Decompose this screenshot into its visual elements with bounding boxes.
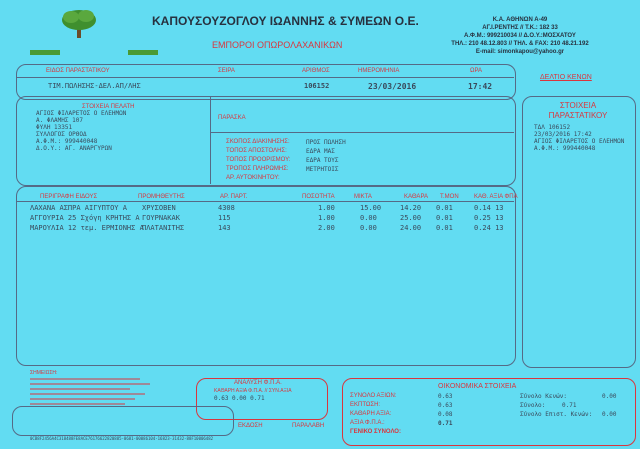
- financial-value: 0.63: [438, 402, 453, 409]
- item-description: ΛΑΧΑΝΑ ΑΣΠΡΑ ΑΙΓΥΠΤΟΥ Α: [30, 204, 127, 212]
- logo-tree: [58, 8, 100, 40]
- col-header-supplier: ΠΡΟΜΗΘΕΥΤΗΣ: [138, 194, 185, 200]
- item-quantity: 1.00: [318, 214, 335, 222]
- address-line: Α.Φ.Μ.: 999210034 // Δ.Ο.Υ.:ΜΟΣΧΑΤΟΥ: [464, 33, 576, 39]
- col-header-unit-price: Τ.ΜΟΝ: [440, 194, 459, 200]
- item-supplier: ΧΡΥΣΟΒΕΝ: [142, 204, 176, 212]
- shipping-value: ΕΔΡΑ ΤΟΥΣ: [306, 157, 339, 164]
- item-unit-price: 0.01: [436, 224, 453, 232]
- financial-value: 0.08: [438, 411, 453, 418]
- col-header-gross: ΜΙΚΤΑ: [354, 194, 372, 200]
- fiscal-code: 0CB8F2456A4C318488FE8ACE76176622820885-0681-00086104-16823-31432-88F10006482: [30, 436, 214, 441]
- financial-right-label: Σύνολο Επιστ. Κενών:: [520, 411, 593, 418]
- financial-values: [438, 392, 478, 428]
- shipping-label: ΤΡΟΠΟΣ ΠΛΗΡΩΜΗΣ:: [226, 166, 289, 172]
- financial-right-label: Σύνολο Κενών:: [520, 393, 567, 400]
- doc-time: 17:42: [468, 82, 493, 91]
- item-net-value: 0.14 13: [474, 204, 504, 212]
- financial-right-row: [520, 401, 630, 410]
- customer-title: ΣΤΟΙΧΕΙΑ ΠΕΛΑΤΗ: [82, 104, 135, 110]
- financial-right-value: 0.71: [562, 402, 577, 409]
- col-header-lot: ΑΡ. ΠΑΡΤ.: [220, 194, 248, 200]
- item-quantity: 2.00: [318, 224, 335, 232]
- notes-label: ΣΗΜΕΙΩΣΗ:: [30, 370, 58, 376]
- customer-details: [36, 110, 126, 152]
- doc-details-line: 23/03/2016 17:42: [534, 131, 592, 138]
- shipping-value: ΜΕΤΡΗΤΟΙΣ: [306, 166, 339, 173]
- financial-right-label: Σύνολο:: [520, 402, 546, 409]
- company-address: [410, 16, 630, 56]
- financial-right: [520, 392, 630, 419]
- table-row: [30, 204, 530, 214]
- item-gross: 0.00: [360, 224, 377, 232]
- items-header: [30, 194, 530, 204]
- signature-box-left: [12, 406, 234, 436]
- item-quantity: 1.00: [318, 204, 335, 212]
- doc-details-title: ΣΤΟΙΧΕΙΑ ΠΑΡΑΣΤΑΤΙΚΟΥ: [548, 101, 608, 120]
- item-net: 25.00: [400, 214, 422, 222]
- doc-type: ΤΙΜ.ΠΩΛΗΣΗΣ-ΔΕΛ.ΑΠ/ΛΗΣ: [48, 82, 141, 90]
- customer-line: ΦΥΛΗ 13351: [36, 124, 73, 131]
- doc-details-line: ΑΓΙΟΣ ΦΙΛΑΡΕΤΟΣ Ο ΕΛΕΗΜΩΝ: [534, 138, 625, 145]
- item-unit-price: 0.01: [436, 214, 453, 222]
- company-name: ΚΑΠΟΥΣΟΥΖΟΓΛΟΥ ΙΩΑΝΝΗΣ & ΣΥΜΕΩΝ Ο.Ε.: [152, 14, 419, 28]
- logo-hedge: [30, 42, 158, 50]
- doc-details-line: ΤΔΛ 106152: [534, 124, 571, 131]
- doc-details-line: Α.Φ.Μ.: 999440048: [534, 145, 596, 152]
- issued-by-label: ΕΚΔΟΣΗ: [238, 423, 263, 429]
- item-supplier: ΠΛΑΤΑΝΙΤΗΣ: [142, 224, 185, 232]
- shipping-label: ΣΚΟΠΟΣ ΔΙΑΚΙΝΗΣΗΣ:: [226, 139, 290, 145]
- item-unit-price: 0.01: [436, 204, 453, 212]
- shipping-value: ΠΡΟΣ ΠΩΛΗΣΗ: [306, 139, 346, 146]
- vat-columns: ΚΑΘΑΡΗ ΑΞΙΑ Φ.Π.Α. // ΣΥΝ.ΑΞΙΑ: [214, 388, 292, 394]
- vat-values: 0.63 0.00 0.71: [214, 395, 265, 402]
- company-activity: ΕΜΠΟΡΟΙ ΟΠΩΡΟΛΑΧΑΝΙΚΩΝ: [212, 40, 343, 50]
- doc-number: 106152: [304, 82, 330, 90]
- financial-label: ΚΑΘΑΡΗ ΑΞΙΑ:: [350, 411, 392, 417]
- customer-line: ΣΥΛΛΟΓΟΣ ΟΡΘΟΔ: [36, 131, 87, 138]
- col-header-description: ΠΕΡΙΓΡΑΦΗ ΕΙΔΟΥΣ: [40, 194, 98, 200]
- item-lot: 4308: [218, 204, 235, 212]
- financial-label: ΣΥΝΟΛΟ ΑΞΙΩΝ:: [350, 393, 397, 399]
- vat-title: ΑΝΑΛΥΣΗ Φ.Π.Α.: [234, 380, 282, 386]
- address-line: ΑΓ.Ι.ΡΕΝΤΗΣ // Τ.Κ.: 182 33: [482, 25, 558, 31]
- financial-value: 0.71: [438, 420, 453, 427]
- label-series: ΣΕΙΡΑ: [218, 68, 235, 74]
- financial-labels: [350, 392, 430, 437]
- item-gross: 15.00: [360, 204, 382, 212]
- received-by-label: ΠΑΡΑΛΑΒΗ: [292, 423, 325, 429]
- financial-label: ΓΕΝΙΚΟ ΣΥΝΟΛΟ:: [350, 429, 401, 435]
- financial-right-value: 0.00: [602, 411, 617, 418]
- label-number: ΑΡΙΘΜΟΣ: [302, 68, 330, 74]
- financial-right-value: 0.00: [602, 393, 617, 400]
- financial-title: ΟΙΚΟΝΟΜΙΚΑ ΣΤΟΙΧΕΙΑ: [438, 383, 517, 390]
- financial-label: ΕΚΠΤΩΣΗ:: [350, 402, 381, 408]
- address-line: E-mail: simonkapou@yahoo.gr: [475, 49, 565, 55]
- item-description: ΜΑΡΟΥΛΙΑ 12 τεμ. ΕΡΜΙΟΝΗΣ Α: [30, 224, 144, 232]
- financial-value: 0.63: [438, 393, 453, 400]
- label-date: ΗΜΕΡΟΜΗΝΙΑ: [358, 68, 400, 74]
- shipping-label: ΤΟΠΟΣ ΠΡΟΟΡΙΣΜΟΥ:: [226, 157, 291, 163]
- financial-right-row: [520, 410, 630, 419]
- shipping-label: ΑΡ. ΑΥΤΟΚΙΝΗΤΟΥ:: [226, 175, 280, 181]
- col-header-net: ΚΑΘΑΡΑ: [404, 194, 428, 200]
- customer-line: ΑΓΙΟΣ ΦΙΛΑΡΕΤΟΣ Ο ΕΛΕΗΜΩΝ: [36, 110, 127, 117]
- label-time: ΩΡΑ: [470, 68, 483, 74]
- item-lot: 143: [218, 224, 231, 232]
- item-net: 14.20: [400, 204, 422, 212]
- item-net-value: 0.24 13: [474, 224, 504, 232]
- customer-line: Α.Φ.Μ.: 999440048: [36, 138, 98, 145]
- item-lot: 115: [218, 214, 231, 222]
- shipping-value: ΕΔΡΑ ΜΑΣ: [306, 148, 335, 155]
- shipping-values: [306, 138, 426, 174]
- doc-details-lines: [534, 124, 634, 152]
- notes-lines: [30, 377, 180, 409]
- table-row: [30, 224, 530, 234]
- col-header-quantity: ΠΟΣΟΤΗΤΑ: [302, 194, 335, 200]
- item-net-value: 0.25 13: [474, 214, 504, 222]
- item-description: ΑΓΓΟΥΡΙΑ 25 Σχόγη ΚΡΗΤΗΣ Α: [30, 214, 140, 222]
- item-supplier: ΓΟΥΡΝΑΚΑΚ: [142, 214, 180, 222]
- shipping-title: ΠΑΡΑΣΚΑ: [218, 115, 246, 121]
- item-net: 24.00: [400, 224, 422, 232]
- item-gross: 0.00: [360, 214, 377, 222]
- col-header-net-value-vat: ΚΑΘ. ΑΞΙΑ ΦΠΑ: [474, 194, 518, 200]
- deltio-label: ΔΕΛΤΙΟ ΚΕΝΩΝ: [540, 74, 592, 81]
- address-line: ΤΗΛ.: 210 48.12.803 // ΤΗΛ. & FAX: 210 48.21.192: [451, 41, 589, 47]
- financial-label: ΑΞΙΑ Φ.Π.Α.:: [350, 420, 385, 426]
- doc-date: 23/03/2016: [368, 82, 417, 91]
- customer-line: Δ.Ο.Υ.: ΑΓ. ΑΝΑΡΓΥΡΩΝ: [36, 145, 112, 152]
- customer-line: Α. ΦΛΑΜΗΣ 107: [36, 117, 83, 124]
- table-row: [30, 214, 530, 224]
- shipping-label: ΤΟΠΟΣ ΑΠΟΣΤΟΛΗΣ:: [226, 148, 287, 154]
- financial-right-row: [520, 392, 630, 401]
- label-doc-type: ΕΙΔΟΣ ΠΑΡΑΣΤΑΤΙΚΟΥ: [46, 68, 110, 74]
- address-line: Κ.Α. ΑΘΗΝΩΝ Α-49: [492, 17, 548, 23]
